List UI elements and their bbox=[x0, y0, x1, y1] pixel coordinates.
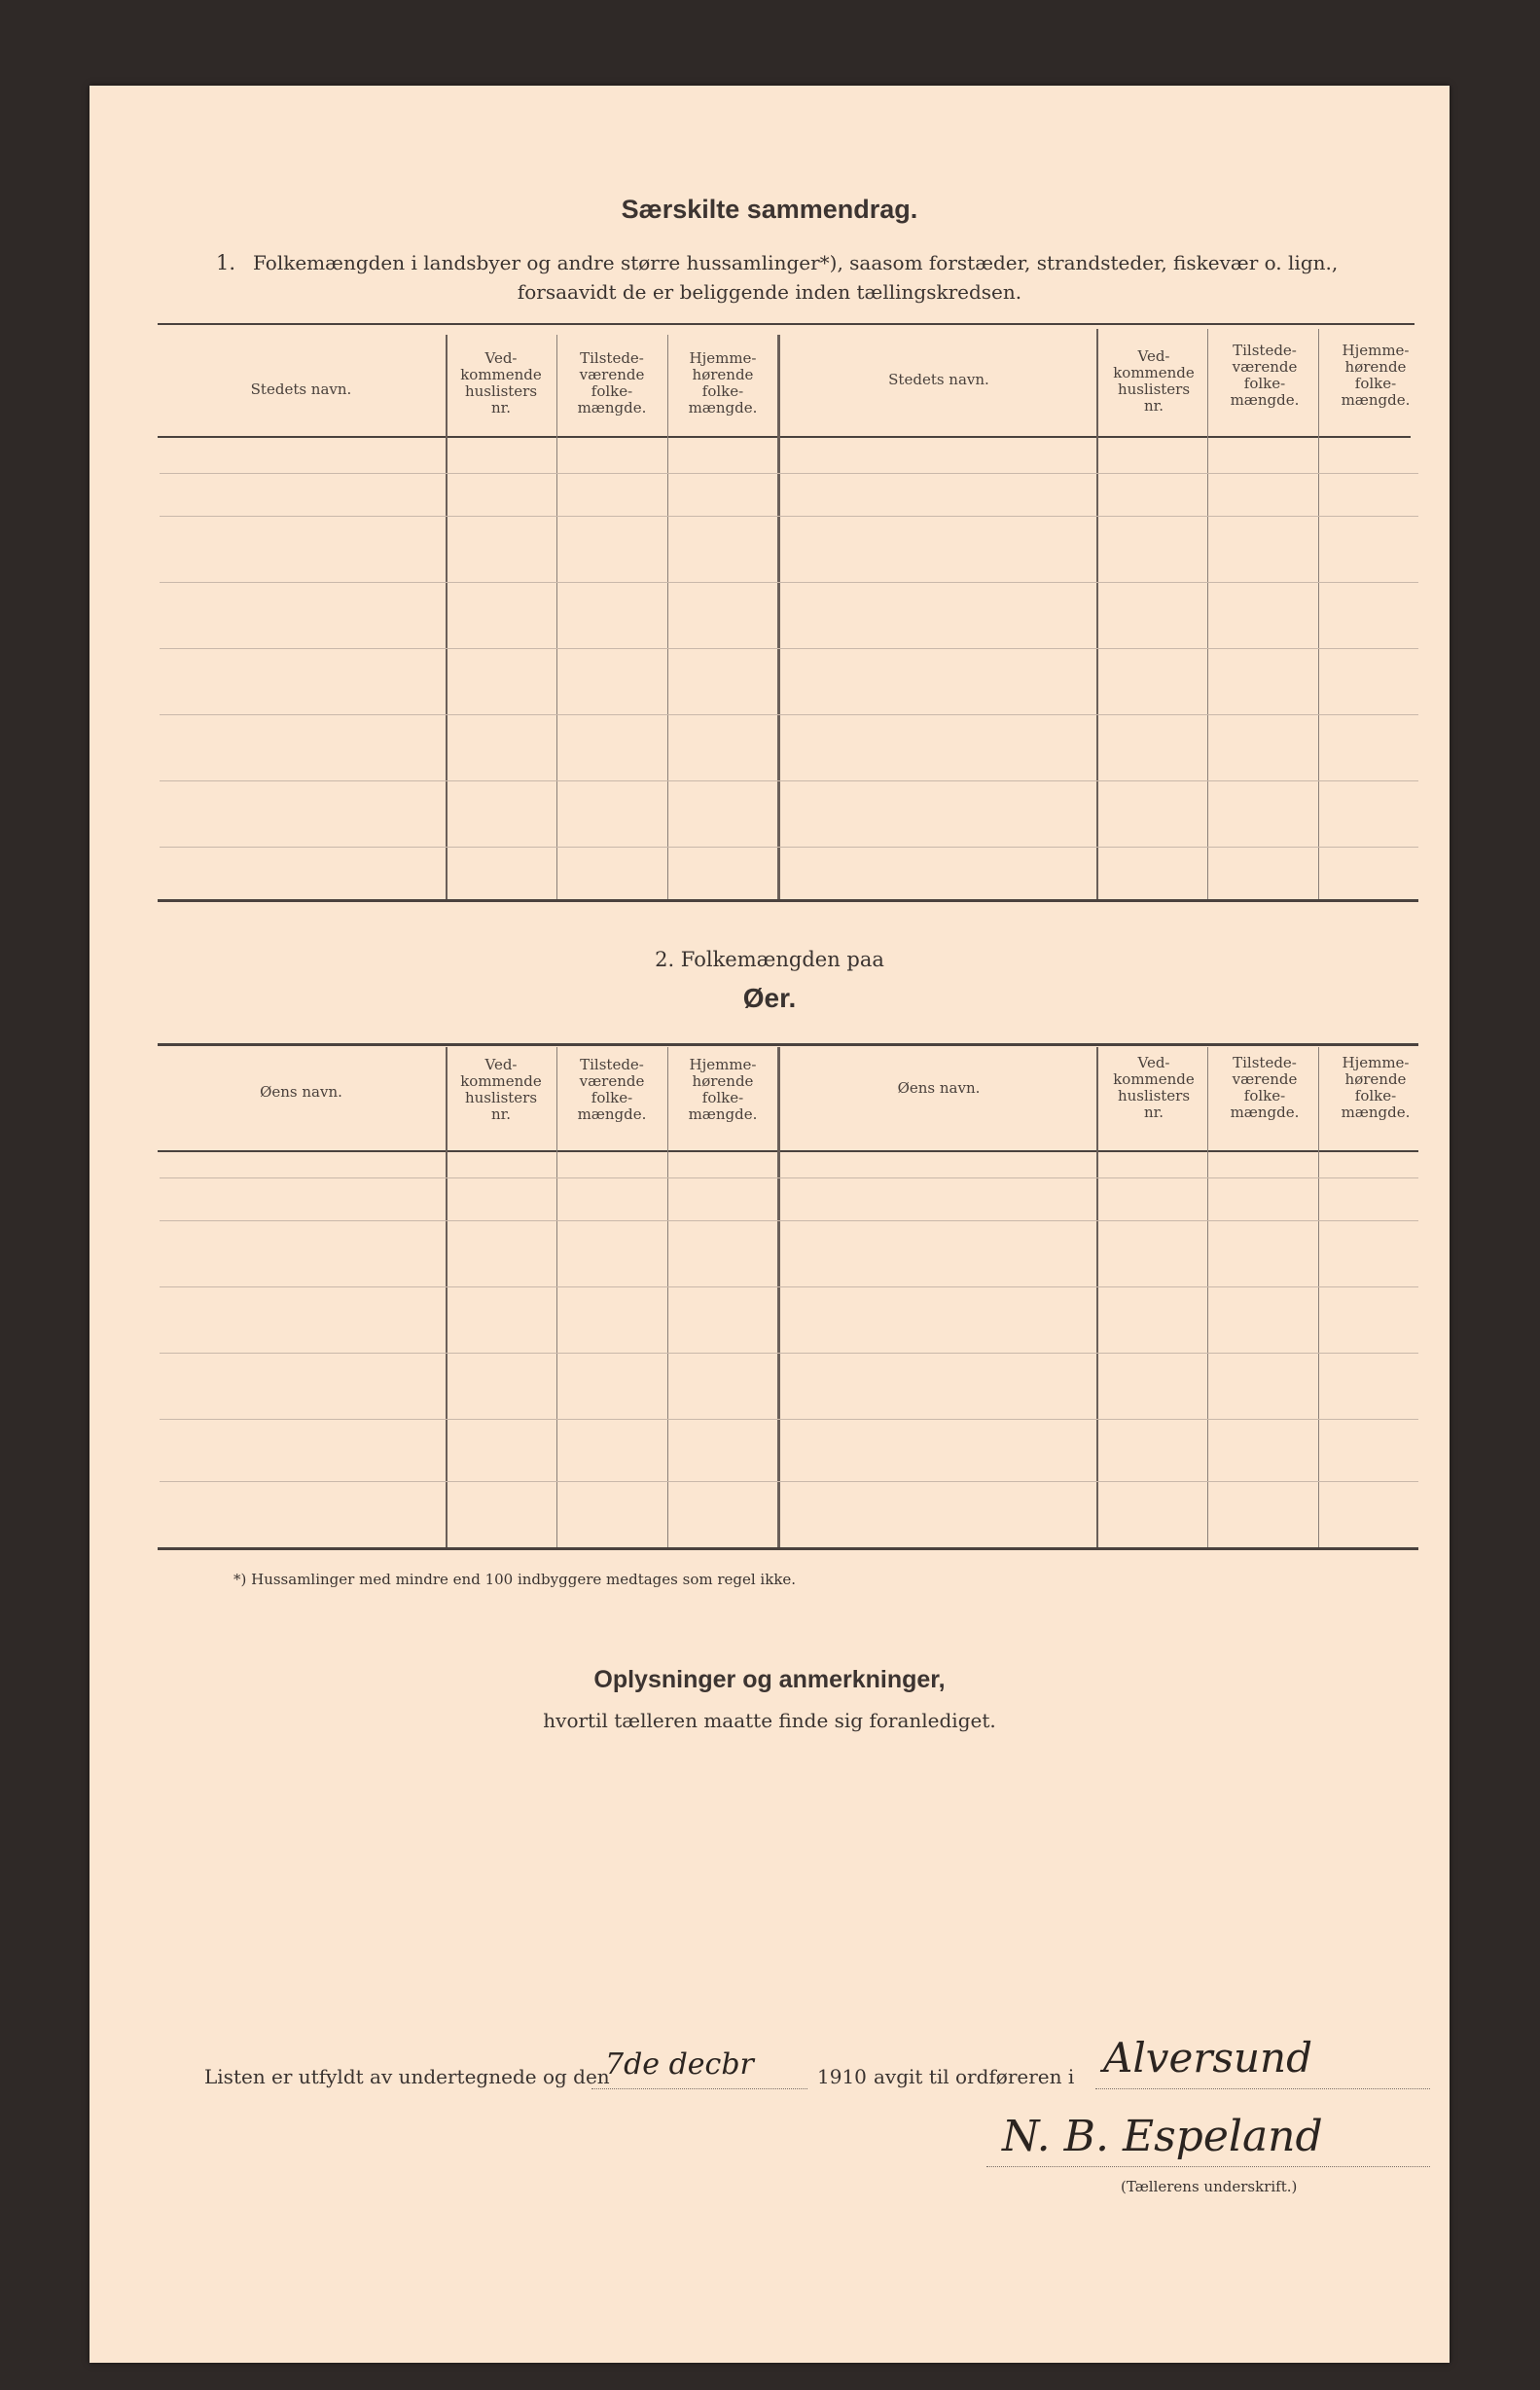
table2-vline bbox=[667, 1047, 668, 1547]
remarks-title: Oplysninger og anmerkninger, bbox=[593, 1666, 946, 1693]
table2-vline bbox=[1207, 1047, 1208, 1547]
table2-row-line bbox=[160, 1286, 1418, 1287]
table1-row-line bbox=[160, 648, 1418, 649]
table1-top-rule bbox=[158, 323, 1415, 325]
table1-col-listnr-left: Ved- kommende huslisters nr. bbox=[460, 349, 542, 416]
table1-col-name-left: Stedets navn. bbox=[250, 380, 352, 398]
footnote: *) Hussamlinger med mindre end 100 indbyggere medtages som regel ikke. bbox=[233, 1571, 797, 1588]
table1-row-line bbox=[160, 516, 1418, 517]
table2-vline bbox=[446, 1047, 448, 1547]
signature-caption: (Tællerens underskrift.) bbox=[1121, 2178, 1298, 2195]
remarks-subtitle: hvortil tælleren maatte finde sig foranlediget. bbox=[543, 1709, 996, 1732]
table2-vline bbox=[1318, 1047, 1319, 1547]
table2-col-name-right: Øens navn. bbox=[897, 1079, 981, 1097]
table1-row-line bbox=[160, 847, 1418, 848]
page-heading: Særskilte sammendrag. bbox=[621, 195, 918, 224]
table1-col-present-right: Tilstede- værende folke- mængde. bbox=[1230, 342, 1300, 409]
table2-col-listnr-left: Ved- kommende huslisters nr. bbox=[460, 1056, 542, 1123]
table2-col-present-right: Tilstede- værende folke- mængde. bbox=[1230, 1054, 1300, 1121]
table1-header-rule bbox=[158, 436, 1411, 438]
table2-col-present-left: Tilstede- værende folke- mængde. bbox=[577, 1056, 647, 1123]
table2-vline bbox=[777, 1047, 780, 1547]
table1-vline bbox=[1318, 329, 1319, 899]
table2-col-resident-right: Hjemme- hørende folke- mængde. bbox=[1341, 1054, 1411, 1121]
table1-row-line bbox=[160, 780, 1418, 781]
section1-number: 1. bbox=[216, 251, 236, 274]
place-handwritten: Alversund bbox=[1103, 2034, 1312, 2082]
table2-vline bbox=[556, 1047, 557, 1547]
table1-vline bbox=[446, 335, 448, 899]
table1-vline bbox=[667, 335, 668, 899]
table2-row-line bbox=[160, 1177, 1418, 1178]
signature-year: 1910 bbox=[817, 2065, 867, 2088]
table1-row-line bbox=[160, 714, 1418, 715]
table2-row-line bbox=[160, 1353, 1418, 1354]
table2-top-rule bbox=[158, 1043, 1418, 1046]
table2-bottom-rule bbox=[158, 1547, 1418, 1550]
section1-intro-line2: forsaavidt de er beliggende inden tællingskredsen. bbox=[517, 280, 1022, 304]
table1-vline bbox=[777, 335, 780, 899]
date-dotted-line bbox=[591, 2088, 807, 2089]
date-handwritten: 7de decbr bbox=[605, 2047, 754, 2082]
table2-vline bbox=[1096, 1047, 1098, 1547]
table1-row-line bbox=[160, 582, 1418, 583]
table2-header-rule bbox=[158, 1150, 1418, 1152]
table1-bottom-rule bbox=[158, 899, 1418, 902]
table2-row-line bbox=[160, 1419, 1418, 1420]
name-dotted-line bbox=[986, 2166, 1430, 2167]
table1-col-resident-right: Hjemme- hørende folke- mængde. bbox=[1341, 342, 1411, 409]
table1-col-name-right: Stedets navn. bbox=[888, 371, 989, 388]
section2-title: Øer. bbox=[742, 983, 797, 1013]
table2-row-line bbox=[160, 1481, 1418, 1482]
table2-row-line bbox=[160, 1220, 1418, 1221]
table1-vline bbox=[1207, 329, 1208, 899]
table2-col-listnr-right: Ved- kommende huslisters nr. bbox=[1113, 1054, 1195, 1121]
signature-middle: avgit til ordføreren i bbox=[874, 2065, 1075, 2088]
place-dotted-line bbox=[1095, 2088, 1430, 2089]
table1-vline bbox=[1096, 329, 1098, 899]
table2-col-name-left: Øens navn. bbox=[260, 1083, 342, 1101]
table1-row-line bbox=[160, 473, 1418, 474]
signature-name-handwritten: N. B. Espeland bbox=[1002, 2112, 1323, 2161]
table1-vline bbox=[556, 335, 557, 899]
signature-prefix: Listen er utfyldt av undertegnede og den bbox=[204, 2065, 610, 2088]
table2-col-resident-left: Hjemme- hørende folke- mængde. bbox=[688, 1056, 758, 1123]
table1-col-listnr-right: Ved- kommende huslisters nr. bbox=[1113, 347, 1195, 415]
census-form-page bbox=[90, 86, 1450, 2363]
table1-col-resident-left: Hjemme- hørende folke- mængde. bbox=[688, 349, 758, 416]
table1-col-present-left: Tilstede- værende folke- mængde. bbox=[577, 349, 647, 416]
section1-intro-line1: Folkemængden i landsbyer og andre større hussamlinger*), saasom forstæder, strandsteder, fiskevær o. lign., bbox=[253, 251, 1339, 274]
section2-subtitle: 2. Folkemængden paa bbox=[655, 948, 884, 971]
